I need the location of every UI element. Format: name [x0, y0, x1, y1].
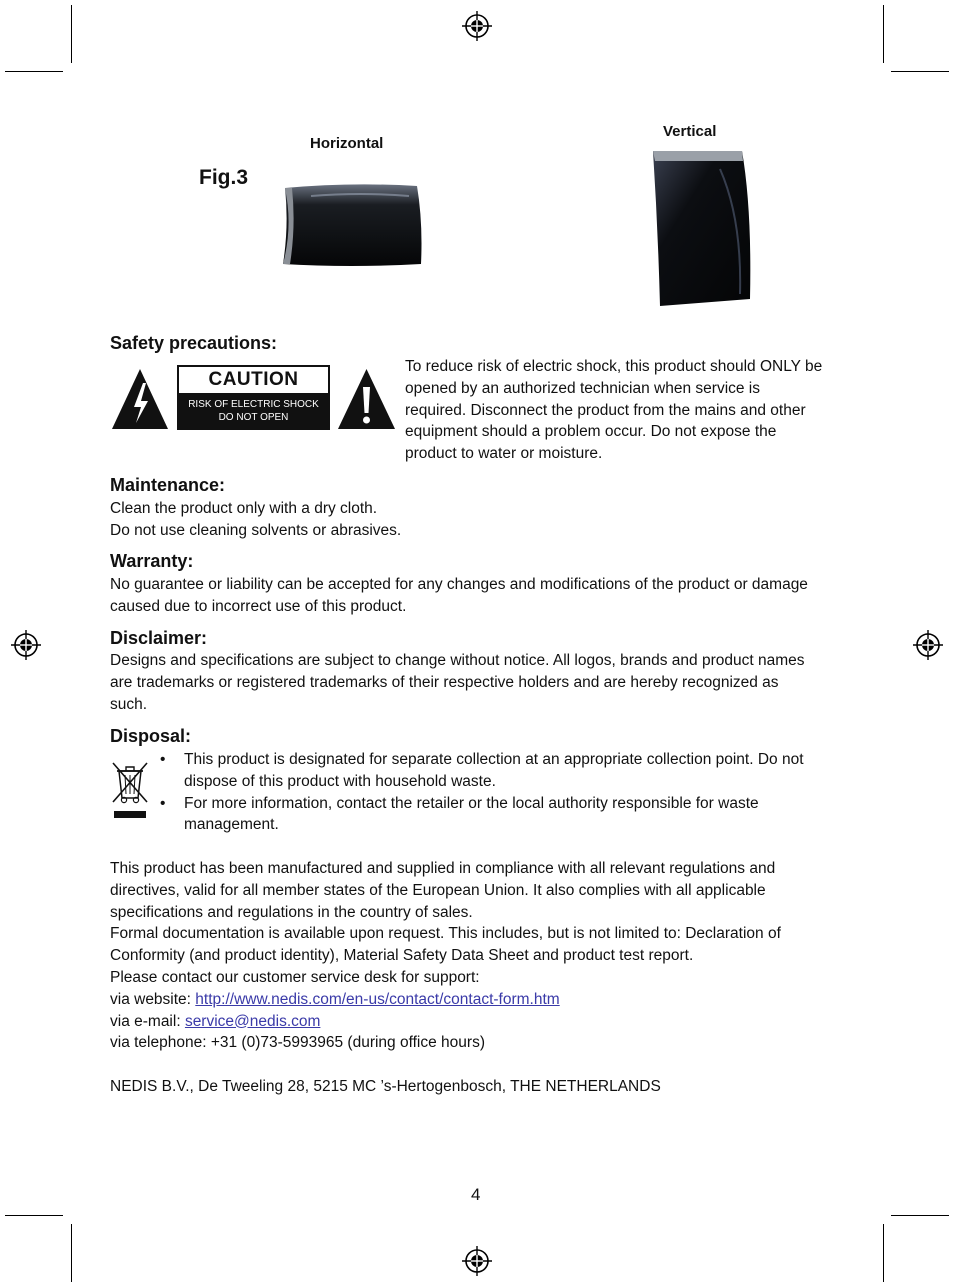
figure-label: Fig.3	[199, 166, 249, 189]
crop-mark	[5, 71, 63, 72]
email-line: via e-mail: service@nedis.com	[110, 1012, 321, 1030]
crop-mark	[883, 5, 884, 63]
compliance-text: This product has been manufactured and supplied in compliance with all relevant regulations and directives, valid for all member states of the European Union. It also complies with all applicable specifications and regulations in the country of sales. Formal documentation is available upon request. This includes, but is not limited to: Declaration of Conformity (and product identity), Material Safety Data Sheet and product test report. Please contact our customer service desk for support: via website: http://www.nedis.com/en-us/contact/contact-form.htm via e-mail: service@nedis.com via telephone: +31 (0)73-5993965 (during office hours)	[110, 858, 781, 1054]
crop-mark	[891, 71, 949, 72]
disposal-list	[110, 749, 804, 836]
caution-warning-text: RISK OF ELECTRIC SHOCK DO NOT OPEN	[188, 399, 319, 423]
vertical-label: Vertical	[663, 123, 717, 140]
website-link[interactable]: http://www.nedis.com/en-us/contact/contact-form.htm	[195, 990, 560, 1008]
antenna-horizontal-image	[281, 182, 424, 268]
exclamation-warning-icon	[336, 367, 397, 431]
registration-mark-icon	[913, 630, 943, 660]
email-link[interactable]: service@nedis.com	[184, 1012, 321, 1030]
antenna-vertical-image	[650, 149, 754, 308]
crop-mark	[71, 5, 72, 63]
warranty-text: No guarantee or liability can be accepted for any changes and modifications of the product or damage caused due to incorrect use of this product.	[110, 576, 808, 615]
caution-title: CAUTION	[179, 367, 328, 393]
caution-label	[177, 365, 330, 430]
telephone-line: via telephone: +31 (0)73-5993965 (during office hours)	[110, 1034, 485, 1052]
safety-heading: Safety precautions:	[110, 333, 278, 353]
registration-mark-icon	[11, 630, 41, 660]
horizontal-label: Horizontal	[310, 135, 384, 152]
website-line: via website: http://www.nedis.com/en-us/contact/contact-form.htm	[110, 990, 560, 1008]
electric-hazard-icon	[110, 367, 170, 431]
crop-mark	[891, 1215, 949, 1216]
crop-mark	[5, 1215, 63, 1216]
disclaimer-heading: Disclaimer:	[110, 628, 208, 648]
list-item: • For more information, contact the retailer or the local authority responsible for waste management.	[160, 794, 759, 834]
company-address: NEDIS B.V., De Tweeling 28, 5215 MC ’s-Hertogenbosch, THE NETHERLANDS	[110, 1078, 661, 1095]
registration-mark-icon	[462, 1246, 492, 1276]
disclaimer-text: Designs and specifications are subject to change without notice. All logos, brands and product names are trademarks or registered trademarks of their respective holders and are hereby recognized as such.	[110, 652, 805, 713]
registration-mark-icon	[462, 11, 492, 41]
maintenance-text: Clean the product only with a dry cloth. Do not use cleaning solvents or abrasives.	[110, 500, 402, 539]
warranty-heading: Warranty:	[110, 551, 194, 571]
crop-mark	[71, 1224, 72, 1282]
safety-text: To reduce risk of electric shock, this product should ONLY be opened by an authorized technician when service is required. Disconnect the product from the mains and other equipment should a problem occur. Do not expose the product to water or moisture.	[405, 358, 823, 463]
list-item: • This product is designated for separate collection at an appropriate collection point. Do not dispose of this product with household waste.	[160, 751, 804, 790]
page-number: 4	[471, 1185, 481, 1204]
crop-mark	[883, 1224, 884, 1282]
maintenance-heading: Maintenance:	[110, 475, 226, 495]
disposal-heading: Disposal:	[110, 726, 192, 746]
